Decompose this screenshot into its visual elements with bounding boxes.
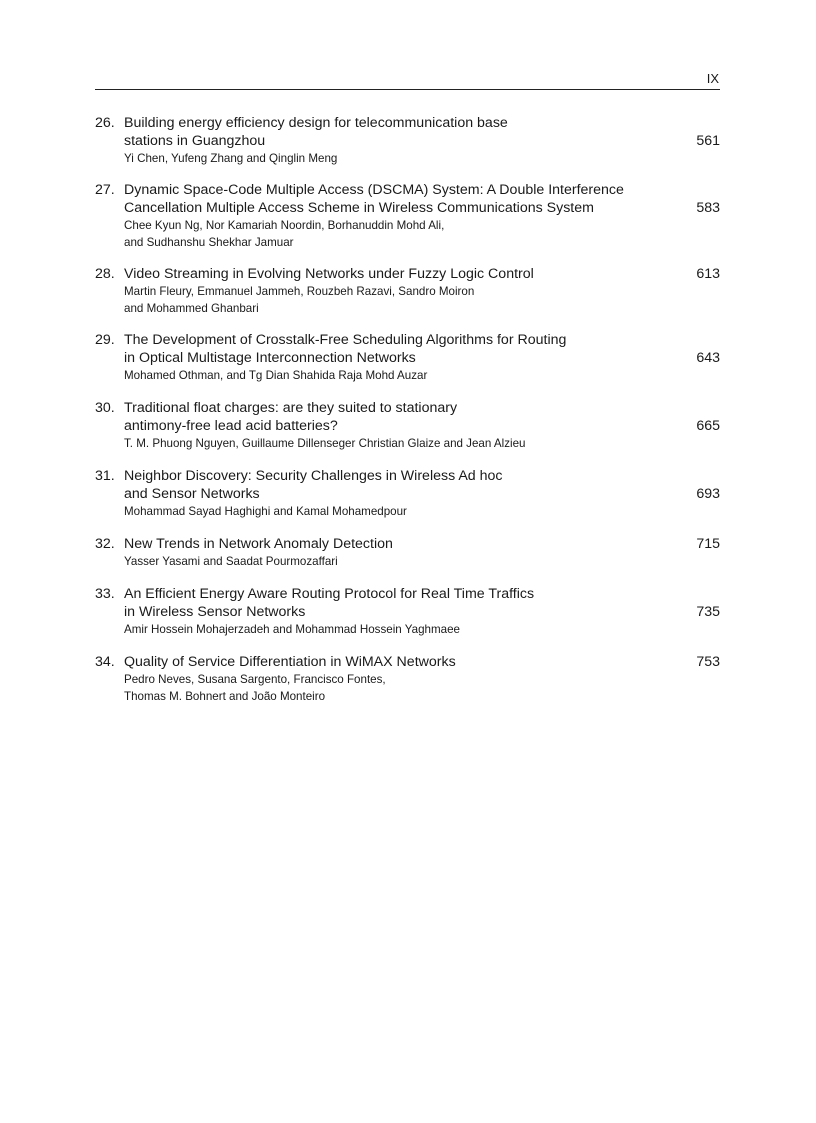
entry-title-line: Neighbor Discovery: Security Challenges in Wireless Ad hoc (124, 468, 503, 484)
entry-page-number: 643 (696, 350, 720, 366)
entry-authors-line: Mohammad Sayad Haghighi and Kamal Mohamedpour (124, 505, 407, 518)
entry-authors-line: Yi Chen, Yufeng Zhang and Qinglin Meng (124, 152, 338, 165)
entry-page-number: 693 (696, 486, 720, 502)
entry-title-line: Building energy efficiency design for telecommunication base (124, 115, 508, 131)
entry-page-number: 735 (696, 604, 720, 620)
entry-authors-line: Yasser Yasami and Saadat Pourmozaffari (124, 555, 338, 568)
entry-body (124, 467, 669, 520)
entry-title-line: Cancellation Multiple Access Scheme in Wireless Communications System (124, 200, 594, 216)
table-of-contents (95, 0, 720, 1123)
entry-title-line: Dynamic Space-Code Multiple Access (DSCMA) System: A Double Interference (124, 182, 624, 198)
entry-title-line: The Development of Crosstalk-Free Scheduling Algorithms for Routing (124, 332, 567, 348)
entry-authors-line: T. M. Phuong Nguyen, Guillaume Dillenseger Christian Glaize and Jean Alzieu (124, 437, 526, 450)
entry-title-line: and Sensor Networks (124, 486, 260, 502)
entry-authors-line: Amir Hossein Mohajerzadeh and Mohammad Hossein Yaghmaee (124, 623, 460, 636)
entry-authors-line: and Mohammed Ghanbari (124, 302, 259, 315)
entry-body (124, 181, 669, 251)
entry-number: 30. (95, 400, 115, 416)
entry-title-line: An Efficient Energy Aware Routing Protocol for Real Time Traffics (124, 586, 535, 602)
entry-page-number: 613 (696, 266, 720, 282)
entry-body (124, 535, 669, 570)
entry-title-line: Traditional float charges: are they suited to stationary (124, 400, 458, 416)
entry-title-line: Quality of Service Differentiation in WiMAX Networks (124, 654, 456, 670)
entry-body (124, 265, 669, 317)
entry-authors-line: and Sudhanshu Shekhar Jamuar (124, 236, 294, 249)
entry-number: 26. (95, 115, 115, 131)
entry-title-line: stations in Guangzhou (124, 133, 266, 149)
entry-title-line: in Optical Multistage Interconnection Networks (124, 350, 416, 366)
page-number: IX (706, 71, 719, 86)
entry-title-line: antimony-free lead acid batteries? (124, 418, 338, 434)
entry-body (124, 399, 669, 452)
entry-number: 29. (95, 332, 115, 348)
entry-title-line: in Wireless Sensor Networks (124, 604, 306, 620)
entry-authors-line: Pedro Neves, Susana Sargento, Francisco Fontes, (124, 673, 386, 686)
entry-title-line: Video Streaming in Evolving Networks under Fuzzy Logic Control (124, 266, 534, 282)
entry-body (124, 653, 669, 705)
entry-body (124, 114, 669, 167)
entry-page-number: 665 (696, 418, 720, 434)
entry-number: 31. (95, 468, 115, 484)
entry-body (124, 331, 669, 384)
entry-number: 34. (95, 654, 115, 670)
entry-page-number: 561 (696, 133, 720, 149)
entry-body (124, 585, 669, 638)
entry-number: 27. (95, 182, 115, 198)
entry-number: 32. (95, 536, 115, 552)
entry-number: 28. (95, 266, 115, 282)
entry-page-number: 753 (696, 654, 720, 670)
entry-authors-line: Thomas M. Bohnert and João Monteiro (124, 690, 326, 703)
entry-title-line: New Trends in Network Anomaly Detection (124, 536, 393, 552)
entry-page-number: 583 (696, 200, 720, 216)
entry-authors-line: Mohamed Othman, and Tg Dian Shahida Raja Mohd Auzar (124, 369, 428, 382)
entry-authors-line: Martin Fleury, Emmanuel Jammeh, Rouzbeh Razavi, Sandro Moiron (124, 285, 475, 298)
entry-number: 33. (95, 586, 115, 602)
entry-authors-line: Chee Kyun Ng, Nor Kamariah Noordin, Borhanuddin Mohd Ali, (124, 219, 445, 232)
entry-page-number: 715 (696, 536, 720, 552)
